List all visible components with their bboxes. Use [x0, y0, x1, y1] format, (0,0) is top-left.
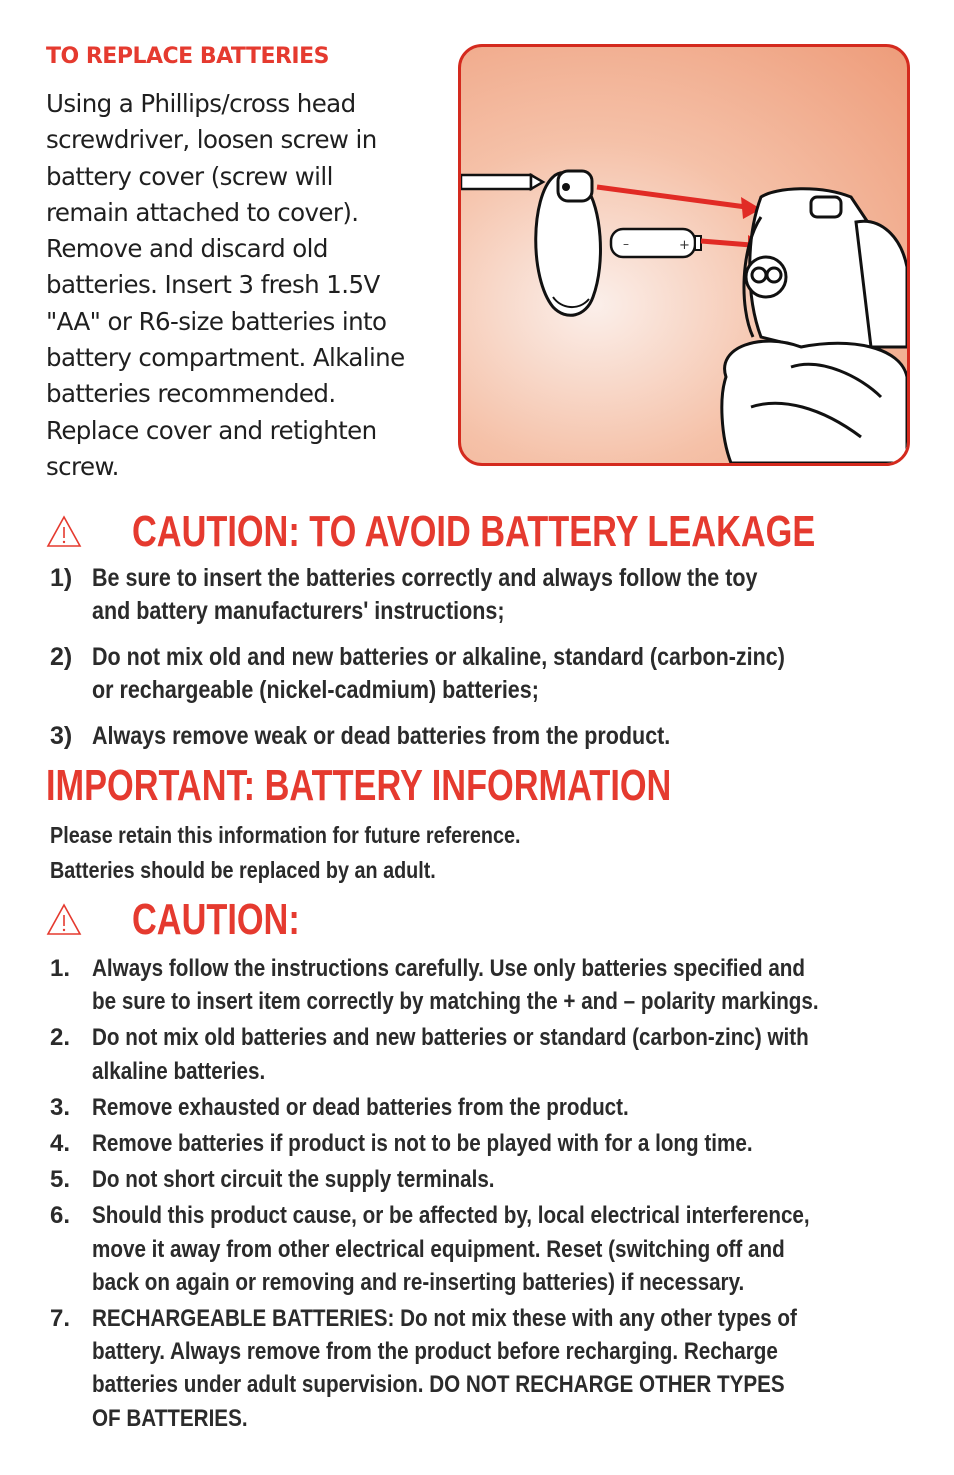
- list-item: [50, 720, 954, 753]
- item-line: be sure to insert item correctly by matching the + and – polarity markings.: [92, 988, 819, 1016]
- aa-battery-icon: [611, 229, 701, 257]
- item-line: RECHARGEABLE BATTERIES: Do not mix these with any other types of: [92, 1305, 797, 1333]
- item-line: OF BATTERIES.: [92, 1404, 248, 1432]
- item-number: 1.: [50, 955, 71, 982]
- screwdriver-icon: [461, 175, 543, 189]
- item-line: Should this product cause, or be affected by, local electrical interference,: [92, 1202, 810, 1230]
- instruction-line: "AA" or R6-size batteries into: [46, 306, 387, 336]
- item-line: Always remove weak or dead batteries from the product.: [92, 722, 671, 750]
- item-number: 3.: [50, 1093, 71, 1121]
- list-item: [50, 562, 954, 628]
- item-number: 5.: [50, 1166, 71, 1194]
- item-number: 3): [50, 722, 73, 750]
- instruction-line: Replace cover and retighten: [46, 415, 377, 445]
- list-item: [50, 1091, 954, 1124]
- item-number: 2.: [50, 1024, 71, 1052]
- toy-battery-compartment-icon: [722, 189, 907, 463]
- item-number: 7.: [50, 1305, 71, 1333]
- important-battery-title: IMPORTANT: BATTERY INFORMATION: [46, 761, 672, 810]
- instruction-line: battery compartment. Alkaline: [46, 343, 405, 373]
- instruction-line: batteries. Insert 3 fresh 1.5V: [46, 270, 380, 300]
- battery-cover-icon: [536, 171, 601, 315]
- warning-triangle-icon: [46, 902, 82, 938]
- instruction-line: Using a Phillips/cross head: [46, 89, 356, 118]
- caution-heading: [46, 896, 347, 944]
- list-item: [50, 1302, 954, 1435]
- caution-list: [50, 952, 954, 1438]
- item-line: Do not mix old and new batteries or alkaline, standard (carbon-zinc): [92, 643, 785, 671]
- instruction-line: remain attached to cover).: [46, 197, 359, 227]
- retain-info-text: Please retain this information for future reference.: [50, 822, 521, 848]
- caution-leakage-heading: [46, 508, 954, 556]
- caution-leakage-list: [50, 562, 954, 766]
- battery-minus-mark: –: [623, 237, 629, 251]
- battery-replacement-illustration: [458, 44, 910, 466]
- item-line: Remove exhausted or dead batteries from the product.: [92, 1093, 629, 1121]
- item-line: battery. Always remove from the product before recharging. Recharge: [92, 1338, 778, 1366]
- item-line: back on again or removing and re-inserting batteries) if necessary.: [92, 1268, 745, 1296]
- caution-title: CAUTION:: [132, 895, 300, 944]
- instruction-line: battery cover (screw will: [46, 161, 333, 191]
- warning-triangle-icon: [46, 514, 82, 550]
- item-number: 4.: [50, 1130, 71, 1158]
- instruction-line: batteries recommended.: [46, 379, 336, 409]
- instruction-line: screw.: [46, 451, 119, 481]
- item-line: and battery manufacturers' instructions;: [92, 597, 505, 625]
- list-item: [50, 1163, 954, 1196]
- item-line: Do not short circuit the supply terminals.: [92, 1166, 495, 1194]
- item-number: 1): [50, 564, 73, 592]
- list-item: [50, 641, 954, 707]
- item-line: Remove batteries if product is not to be played with for a long time.: [92, 1130, 753, 1158]
- instruction-line: screwdriver, loosen screw in: [46, 125, 377, 155]
- item-line: Be sure to insert the batteries correctly and always follow the toy: [92, 564, 758, 592]
- replace-batteries-title: TO REPLACE BATTERIES: [46, 44, 329, 69]
- item-number: 6.: [50, 1202, 71, 1230]
- list-item: [50, 1127, 954, 1160]
- adult-replacement-text: Batteries should be replaced by an adult.: [50, 857, 436, 883]
- battery-plus-mark: +: [679, 238, 690, 253]
- list-item: [50, 1199, 954, 1299]
- item-line: batteries under adult supervision. DO NOT RECHARGE OTHER TYPES: [92, 1371, 785, 1399]
- replace-batteries-instructions: [46, 86, 446, 485]
- caution-leakage-title: CAUTION: TO AVOID BATTERY LEAKAGE: [132, 507, 816, 556]
- item-line: or rechargeable (nickel-cadmium) batteries;: [92, 676, 539, 704]
- list-item: [50, 1021, 954, 1087]
- item-line: move it away from other electrical equipment. Reset (switching off and: [92, 1235, 785, 1263]
- item-line: Do not mix old batteries and new batteries or standard (carbon-zinc) with: [92, 1024, 809, 1052]
- item-line: alkaline batteries.: [92, 1057, 266, 1085]
- item-line: Always follow the instructions carefully. Use only batteries specified and: [92, 955, 806, 982]
- list-item: [50, 952, 954, 1018]
- instruction-line: Remove and discard old: [46, 234, 328, 264]
- item-number: 2): [50, 643, 73, 671]
